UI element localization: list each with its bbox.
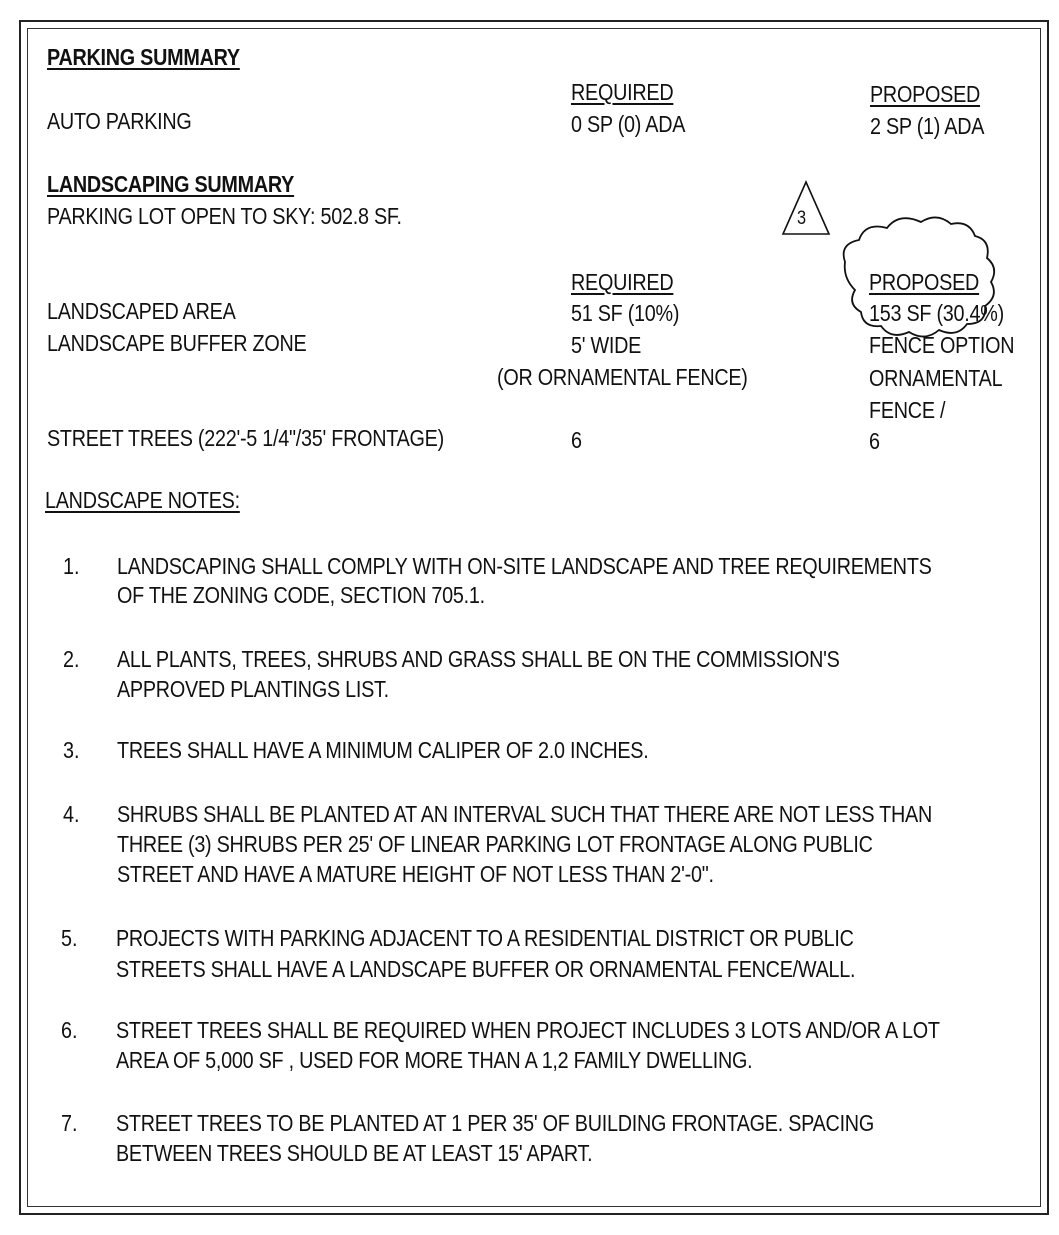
landscape-buffer-proposed-line1: FENCE OPTION: [869, 332, 1015, 358]
note-line: PROJECTS WITH PARKING ADJACENT TO A RESIDENTIAL DISTRICT OR PUBLIC: [116, 925, 854, 951]
note-number: 3.: [63, 737, 80, 763]
note-number: 4.: [63, 801, 80, 827]
landscaping-summary-heading: LANDSCAPING SUMMARY: [47, 171, 295, 197]
landscape-notes-heading: LANDSCAPE NOTES:: [45, 487, 240, 513]
note-line: STREET TREES SHALL BE REQUIRED WHEN PROJECT INCLUDES 3 LOTS AND/OR A LOT: [116, 1017, 940, 1043]
landscape-buffer-proposed-line2: ORNAMENTAL: [869, 365, 1003, 391]
note-line: AREA OF 5,000 SF , USED FOR MORE THAN A 1,2 FAMILY DWELLING.: [116, 1047, 753, 1073]
auto-parking-label: AUTO PARKING: [47, 108, 192, 134]
note-number: 2.: [63, 646, 80, 672]
landscape-buffer-required-fence: (OR ORNAMENTAL FENCE): [497, 364, 748, 390]
auto-parking-proposed: 2 SP (1) ADA: [870, 113, 985, 139]
revision-tag-number: 3: [797, 208, 806, 229]
landscaping-required-header: REQUIRED: [571, 269, 674, 295]
note-line: LANDSCAPING SHALL COMPLY WITH ON-SITE LANDSCAPE AND TREE REQUIREMENTS: [117, 553, 932, 579]
landscape-buffer-required-width: 5' WIDE: [571, 332, 642, 358]
note-line: APPROVED PLANTINGS LIST.: [117, 676, 389, 702]
landscaped-area-required: 51 SF (10%): [571, 300, 680, 326]
note-line: STREET AND HAVE A MATURE HEIGHT OF NOT LESS THAN 2'-0".: [117, 861, 714, 887]
note-line: THREE (3) SHRUBS PER 25' OF LINEAR PARKING LOT FRONTAGE ALONG PUBLIC: [117, 831, 873, 857]
landscaped-area-label: LANDSCAPED AREA: [47, 298, 236, 324]
landscaped-area-proposed: 153 SF (30.4%): [869, 300, 1004, 326]
note-number: 5.: [61, 925, 78, 951]
auto-parking-required: 0 SP (0) ADA: [571, 111, 686, 137]
landscape-buffer-label: LANDSCAPE BUFFER ZONE: [47, 330, 307, 356]
parking-proposed-header: PROPOSED: [870, 81, 981, 107]
note-line: OF THE ZONING CODE, SECTION 705.1.: [117, 582, 485, 608]
parking-summary-heading: PARKING SUMMARY: [47, 44, 240, 70]
parking-lot-open-to-sky: PARKING LOT OPEN TO SKY: 502.8 SF.: [47, 203, 402, 229]
street-trees-label: STREET TREES (222'-5 1/4"/35' FRONTAGE): [47, 425, 444, 451]
parking-required-header: REQUIRED: [571, 79, 674, 105]
note-line: STREETS SHALL HAVE A LANDSCAPE BUFFER OR ORNAMENTAL FENCE/WALL.: [116, 956, 856, 982]
note-line: SHRUBS SHALL BE PLANTED AT AN INTERVAL SUCH THAT THERE ARE NOT LESS THAN: [117, 801, 932, 827]
note-number: 1.: [63, 553, 80, 579]
note-line: ALL PLANTS, TREES, SHRUBS AND GRASS SHALL BE ON THE COMMISSION'S: [117, 646, 840, 672]
street-trees-required: 6: [571, 427, 582, 453]
note-number: 6.: [61, 1017, 78, 1043]
note-line: BETWEEN TREES SHOULD BE AT LEAST 15' APART.: [116, 1140, 593, 1166]
note-number: 7.: [61, 1110, 78, 1136]
note-line: TREES SHALL HAVE A MINIMUM CALIPER OF 2.0 INCHES.: [117, 737, 649, 763]
street-trees-proposed: 6: [869, 428, 880, 454]
note-line: STREET TREES TO BE PLANTED AT 1 PER 35' OF BUILDING FRONTAGE. SPACING: [116, 1110, 874, 1136]
landscaping-proposed-header: PROPOSED: [869, 269, 980, 295]
landscape-buffer-proposed-line3: FENCE /: [869, 397, 946, 423]
